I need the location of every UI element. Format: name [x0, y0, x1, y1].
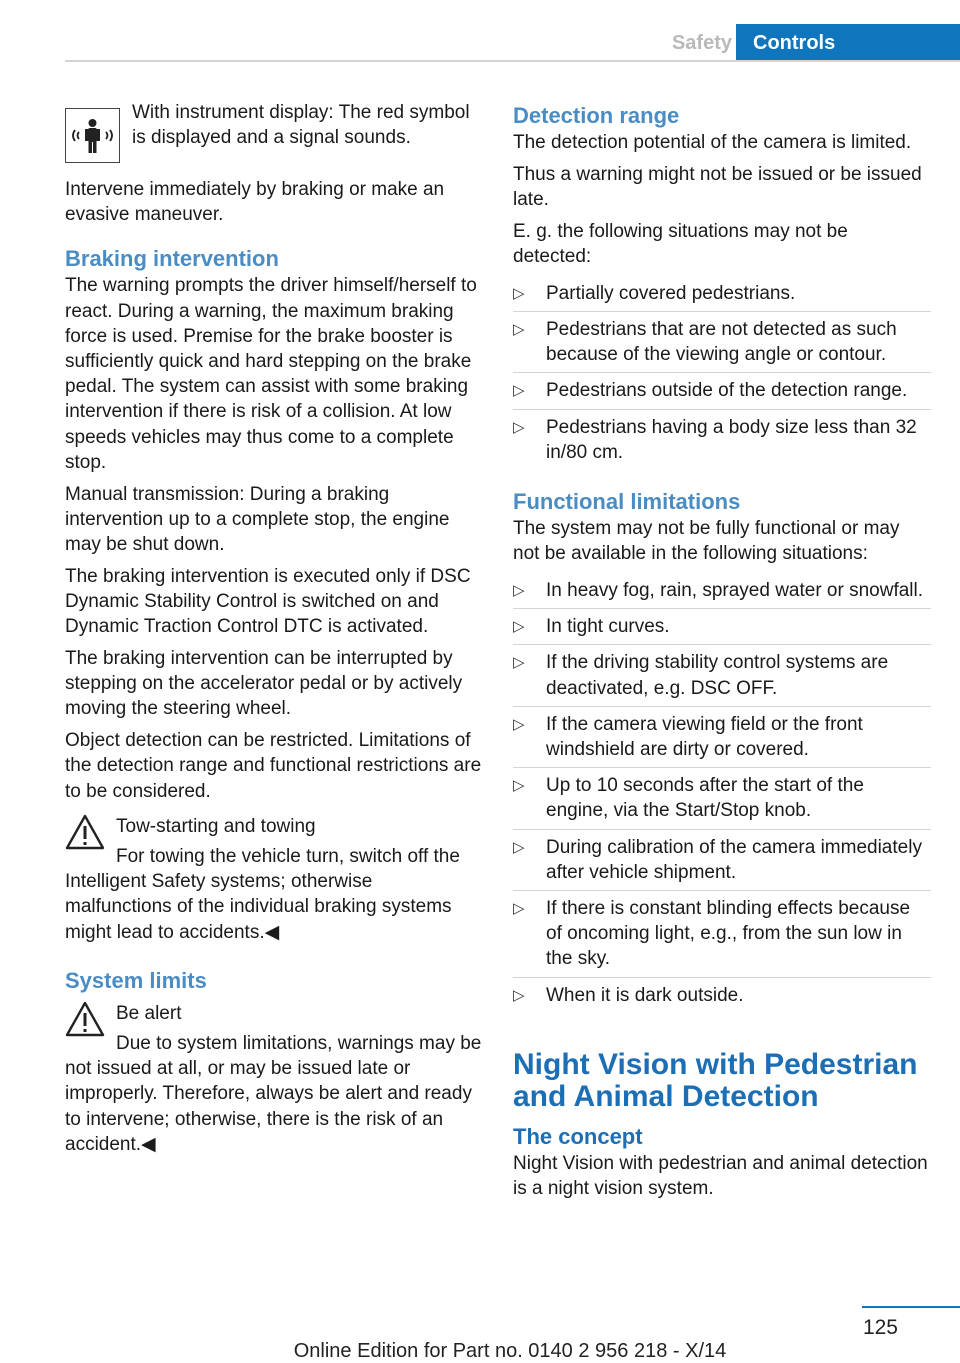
intervene-paragraph: Intervene immediately by braking or make an evasive maneuver.: [65, 179, 445, 226]
list-item: ▷ During calibration of the camera immediately after vehicle shipment.: [513, 830, 931, 891]
functional-limitations-heading: Functional limitations: [513, 489, 741, 515]
towing-warning-text: For towing the vehicle turn, switch off the Intelligent Safety systems; otherwise malfunctions of the individual braking systems might lead to accidents.◀: [65, 846, 460, 943]
towing-warning: [65, 814, 482, 945]
list-item: ▷ In heavy fog, rain, sprayed water or snowfall.: [513, 573, 931, 609]
list-marker-icon: ▷: [513, 284, 525, 302]
functional-list: [513, 573, 931, 1013]
left-column: [65, 100, 482, 1164]
warning-triangle-icon: [65, 814, 105, 850]
concept-heading: The concept: [513, 1123, 643, 1149]
list-marker-icon: ▷: [513, 654, 525, 672]
braking-paragraph-2: Manual transmission: During a braking intervention up to a complete stop, the engine may be shut down.: [65, 483, 450, 556]
pedestrian-warning-note: [65, 100, 482, 163]
detection-list: [513, 276, 931, 470]
list-item: ▷ When it is dark outside.: [513, 978, 931, 1013]
list-item: ▷ Pedestrians that are not detected as such because of the viewing angle or contour.: [513, 312, 931, 373]
braking-heading: Braking intervention: [65, 246, 279, 272]
detection-paragraph-2: Thus a warning might not be issued or be issued late.: [513, 163, 922, 210]
header-tab-controls: Controls: [736, 24, 960, 62]
footer-rule: [862, 1306, 960, 1308]
braking-paragraph-4: The braking intervention can be interrupted by stepping on the accelerator pedal or by actively moving the steering wheel.: [65, 648, 463, 720]
header-tab-safety: Safety: [671, 32, 732, 54]
list-marker-icon: ▷: [513, 321, 525, 338]
list-marker-icon: ▷: [513, 418, 525, 436]
list-marker-icon: ▷: [513, 900, 525, 918]
functional-paragraph-1: The system may not be fully functional or may not be available in the following situations:: [513, 518, 900, 565]
edition-footer: Online Edition for Part no. 0140 2 956 218 - X/14: [293, 1340, 727, 1362]
list-marker-icon: ▷: [513, 715, 525, 733]
pedestrian-warning-icon: [65, 108, 120, 163]
list-marker-icon: ▷: [513, 777, 525, 795]
braking-paragraph-5: Object detection can be restricted. Limitations of the detection range and functional restrictions are to be considered.: [65, 730, 482, 802]
system-limits-heading: System limits: [65, 967, 207, 993]
detection-range-heading: Detection range: [513, 103, 680, 128]
braking-paragraph-3: The braking intervention is executed only if DSC Dynamic Stability Control is switched on and Dynamic Traction Control DTC is activated.: [65, 565, 471, 638]
page-number: 125: [862, 1316, 898, 1339]
list-marker-icon: ▷: [513, 618, 525, 636]
alert-warning-text: Due to system limitations, warnings may be not issued at all, or may be issued late or improperly. Therefore, always be alert and ready to intervene; otherwise, there is the risk of an accident.◀: [65, 1033, 482, 1155]
list-item: ▷ In tight curves.: [513, 609, 931, 645]
towing-warning-title: Tow-starting and towing: [116, 815, 316, 837]
icon-note-text: With instrument display: The red symbol is displayed and a signal sounds.: [132, 102, 470, 149]
list-marker-icon: ▷: [513, 582, 525, 600]
header-divider: [65, 60, 960, 62]
right-column: [513, 100, 931, 1208]
list-item: ▷ Partially covered pedestrians.: [513, 276, 931, 312]
list-marker-icon: ▷: [513, 838, 525, 856]
list-marker-icon: ▷: [513, 382, 525, 400]
list-item: ▷ Pedestrians having a body size less than 32 in/80 cm.: [513, 416, 917, 463]
list-marker-icon: ▷: [513, 986, 525, 1004]
list-item: ▷ Up to 10 seconds after the start of the engine, via the Start/Stop knob.: [513, 768, 931, 829]
night-vision-heading: Night Vision with Pedestrian and Animal Detection: [513, 1047, 918, 1113]
list-item: ▷ If there is constant blinding effects because of oncoming light, e.g., from the sun low in the sky.: [513, 891, 931, 978]
list-item: ▷ If the driving stability control systems are deactivated, e.g. DSC OFF.: [513, 645, 931, 706]
concept-paragraph: Night Vision with pedestrian and animal detection is a night vision system.: [513, 1152, 928, 1200]
list-item: ▷ If the camera viewing field or the front windshield are dirty or covered.: [513, 707, 931, 768]
alert-warning-title: Be alert: [116, 1002, 182, 1024]
detection-paragraph-1: The detection potential of the camera is limited.: [513, 132, 912, 153]
detection-paragraph-3: E. g. the following situations may not be detected:: [513, 220, 848, 267]
alert-warning: [65, 1001, 482, 1157]
warning-triangle-icon: [65, 1001, 105, 1037]
braking-paragraph-1: The warning prompts the driver himself/herself to react. During a warning, the maximum braking force is used. Premise for the brake booster is sufficiently quick and hard stepping on the brake pedal. The system can assist with some braking intervention if there is risk of a collision. At low speeds vehicles may thus come to a complete stop.: [65, 275, 477, 473]
list-item: ▷ Pedestrians outside of the detection range.: [513, 373, 931, 409]
